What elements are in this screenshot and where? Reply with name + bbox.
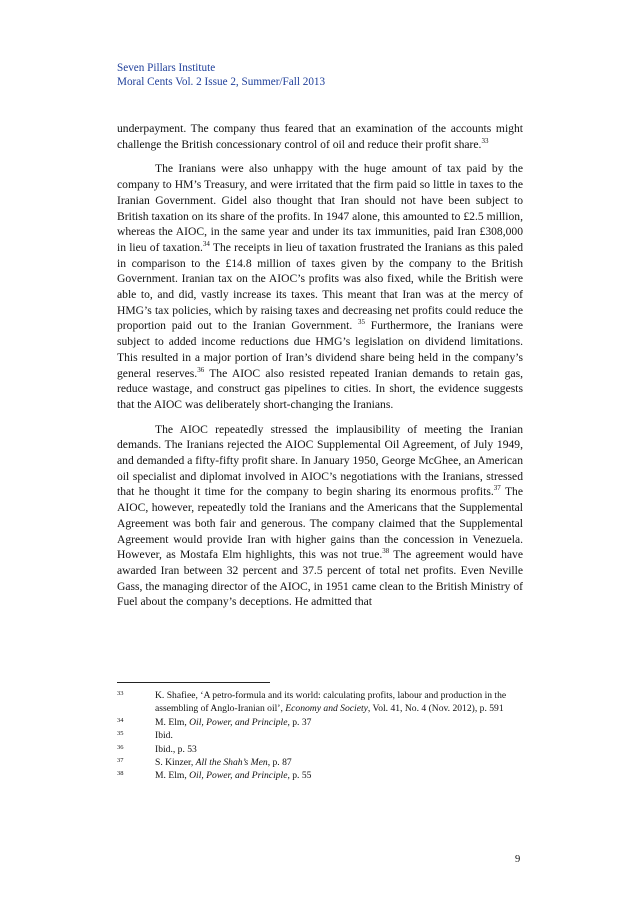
footnote-ref[interactable]: 34 xyxy=(202,240,210,249)
footnote-text xyxy=(155,716,525,729)
journal-issue: Moral Cents Vol. 2 Issue 2, Summer/Fall 2013 xyxy=(117,76,326,88)
book-title: All the Shah’s Men xyxy=(195,757,268,769)
paragraph xyxy=(117,161,523,412)
footnote-number: 37 xyxy=(117,757,124,765)
journal-title: Economy and Society xyxy=(285,703,368,715)
paragraph xyxy=(117,422,523,610)
institute-name: Seven Pillars Institute xyxy=(117,62,216,74)
text-run: , p. 87 xyxy=(267,757,292,769)
footnote xyxy=(117,716,525,729)
footnote-number: 35 xyxy=(117,730,124,738)
book-title: Oil, Power, and Principle xyxy=(189,716,288,728)
text-run: The AIOC repeatedly stressed the implausibility of meeting the Iranian demands. The Iranians rejected the AIOC Supplemental Oil Agreement, of July 1949, and demanded a fifty-fifty profit share. In January 1950, George McGhee, an American oil specialist and diplomat involved in AIOC’s negotiations with the Iranians, stressed that he thought it time for the company to begin sharing its enormous profits. xyxy=(117,422,523,499)
footnote-number: 38 xyxy=(117,770,124,778)
footnote-text xyxy=(155,756,525,769)
footnote-number: 36 xyxy=(117,743,124,751)
text-run: K. Shafiee, ‘A petro-formula and its world: calculating profits, labour and production in the assembling of Anglo-Iranian oil’, xyxy=(155,690,507,715)
text-run: Ibid., p. 53 xyxy=(155,743,197,755)
footnote-ref[interactable]: 37 xyxy=(493,484,501,493)
text-run: S. Kinzer, xyxy=(155,757,196,769)
text-run: The receipts in lieu of taxation frustrated the Iranians as this paled in comparison to the £14.8 million of taxes given by the company to the British Government. Iranian tax on the AIOC’s profits was also fixed, while the British were able to, and did, vastly increase its taxes. This meant that Iran was at the mercy of HMG’s tax policies, which by raising taxes and decreasing net profits could reduce the proportion paid out to the Iranian Government. xyxy=(117,240,523,333)
footnote-text xyxy=(155,729,525,742)
footnote xyxy=(117,756,525,769)
footnote-ref[interactable]: 36 xyxy=(197,365,205,374)
page-number: 9 xyxy=(515,854,521,865)
footnote xyxy=(117,689,525,716)
footnotes xyxy=(117,689,525,783)
footnote-number: 34 xyxy=(117,716,124,724)
footnote-text xyxy=(155,743,525,756)
footnote xyxy=(117,769,525,782)
text-run: The agreement would have awarded Iran between 32 percent and 37.5 percent of total net profits. Even Neville Gass, the managing director of the AIOC, in 1951 came clean to the British Ministry of Fuel about the company’s deceptions. He admitted that xyxy=(117,548,523,609)
text-run: M. Elm, xyxy=(155,716,190,728)
text-run: , Vol. 41, No. 4 (Nov. 2012), p. 591 xyxy=(367,703,504,715)
footnote-number: 33 xyxy=(117,690,124,697)
footnote-ref[interactable]: 35 xyxy=(358,318,366,327)
running-header xyxy=(117,61,325,89)
footnote xyxy=(117,743,525,756)
body-text xyxy=(117,121,523,610)
footnote-text xyxy=(155,689,525,716)
footnote xyxy=(117,729,525,742)
footnote-text xyxy=(155,769,525,782)
text-run: underpayment. The company thus feared that an examination of the accounts might challenge the British concessionary control of oil and reduce their profit share. xyxy=(117,122,523,151)
text-run: The AIOC also resisted repeated Iranian demands to retain gas, reduce wastage, and construct gas pipelines to cities. In short, the evidence suggests that the AIOC was deliberately short-changing the Iranians. xyxy=(117,366,524,411)
text-run: , p. 37 xyxy=(287,716,312,728)
text-run: The Iranians were also unhappy with the huge amount of tax paid by the company to HM’s Treasury, and were irritated that the firm paid so little in taxes to the Iranian Government. Gidel also thought that Iran should not have been subject to British taxation on its share of the profits. In 1947 alone, this amounted to £2.5 million, whereas the AIOC, in the same year and under its tax immunities, paid Iran £308,000 in lieu of taxation. xyxy=(117,162,523,254)
paragraph xyxy=(117,121,523,152)
text-run: The AIOC, however, repeatedly told the Iranians and the Americans that the Supplemental Agreement was both fair and generous. The company claimed that the Supplemental Agreement would provide Iran with higher gains than the concession in Venezuela. However, as Mostafa Elm highlights, this was not true. xyxy=(117,485,524,562)
book-title: Oil, Power, and Principle xyxy=(189,770,288,782)
footnote-ref[interactable]: 38 xyxy=(382,547,390,556)
footnote-separator xyxy=(117,682,270,683)
text-run: Furthermore, the Iranians were subject to added income reductions due HMG’s legislation on dividend limitations. This resulted in a major portion of Iran’s dividend share being held in the company’s general reserves. xyxy=(117,319,523,380)
footnote-ref[interactable]: 33 xyxy=(481,136,489,145)
text-run: M. Elm, xyxy=(155,770,190,782)
text-run: , p. 55 xyxy=(287,770,312,782)
text-run: Ibid. xyxy=(155,730,173,742)
